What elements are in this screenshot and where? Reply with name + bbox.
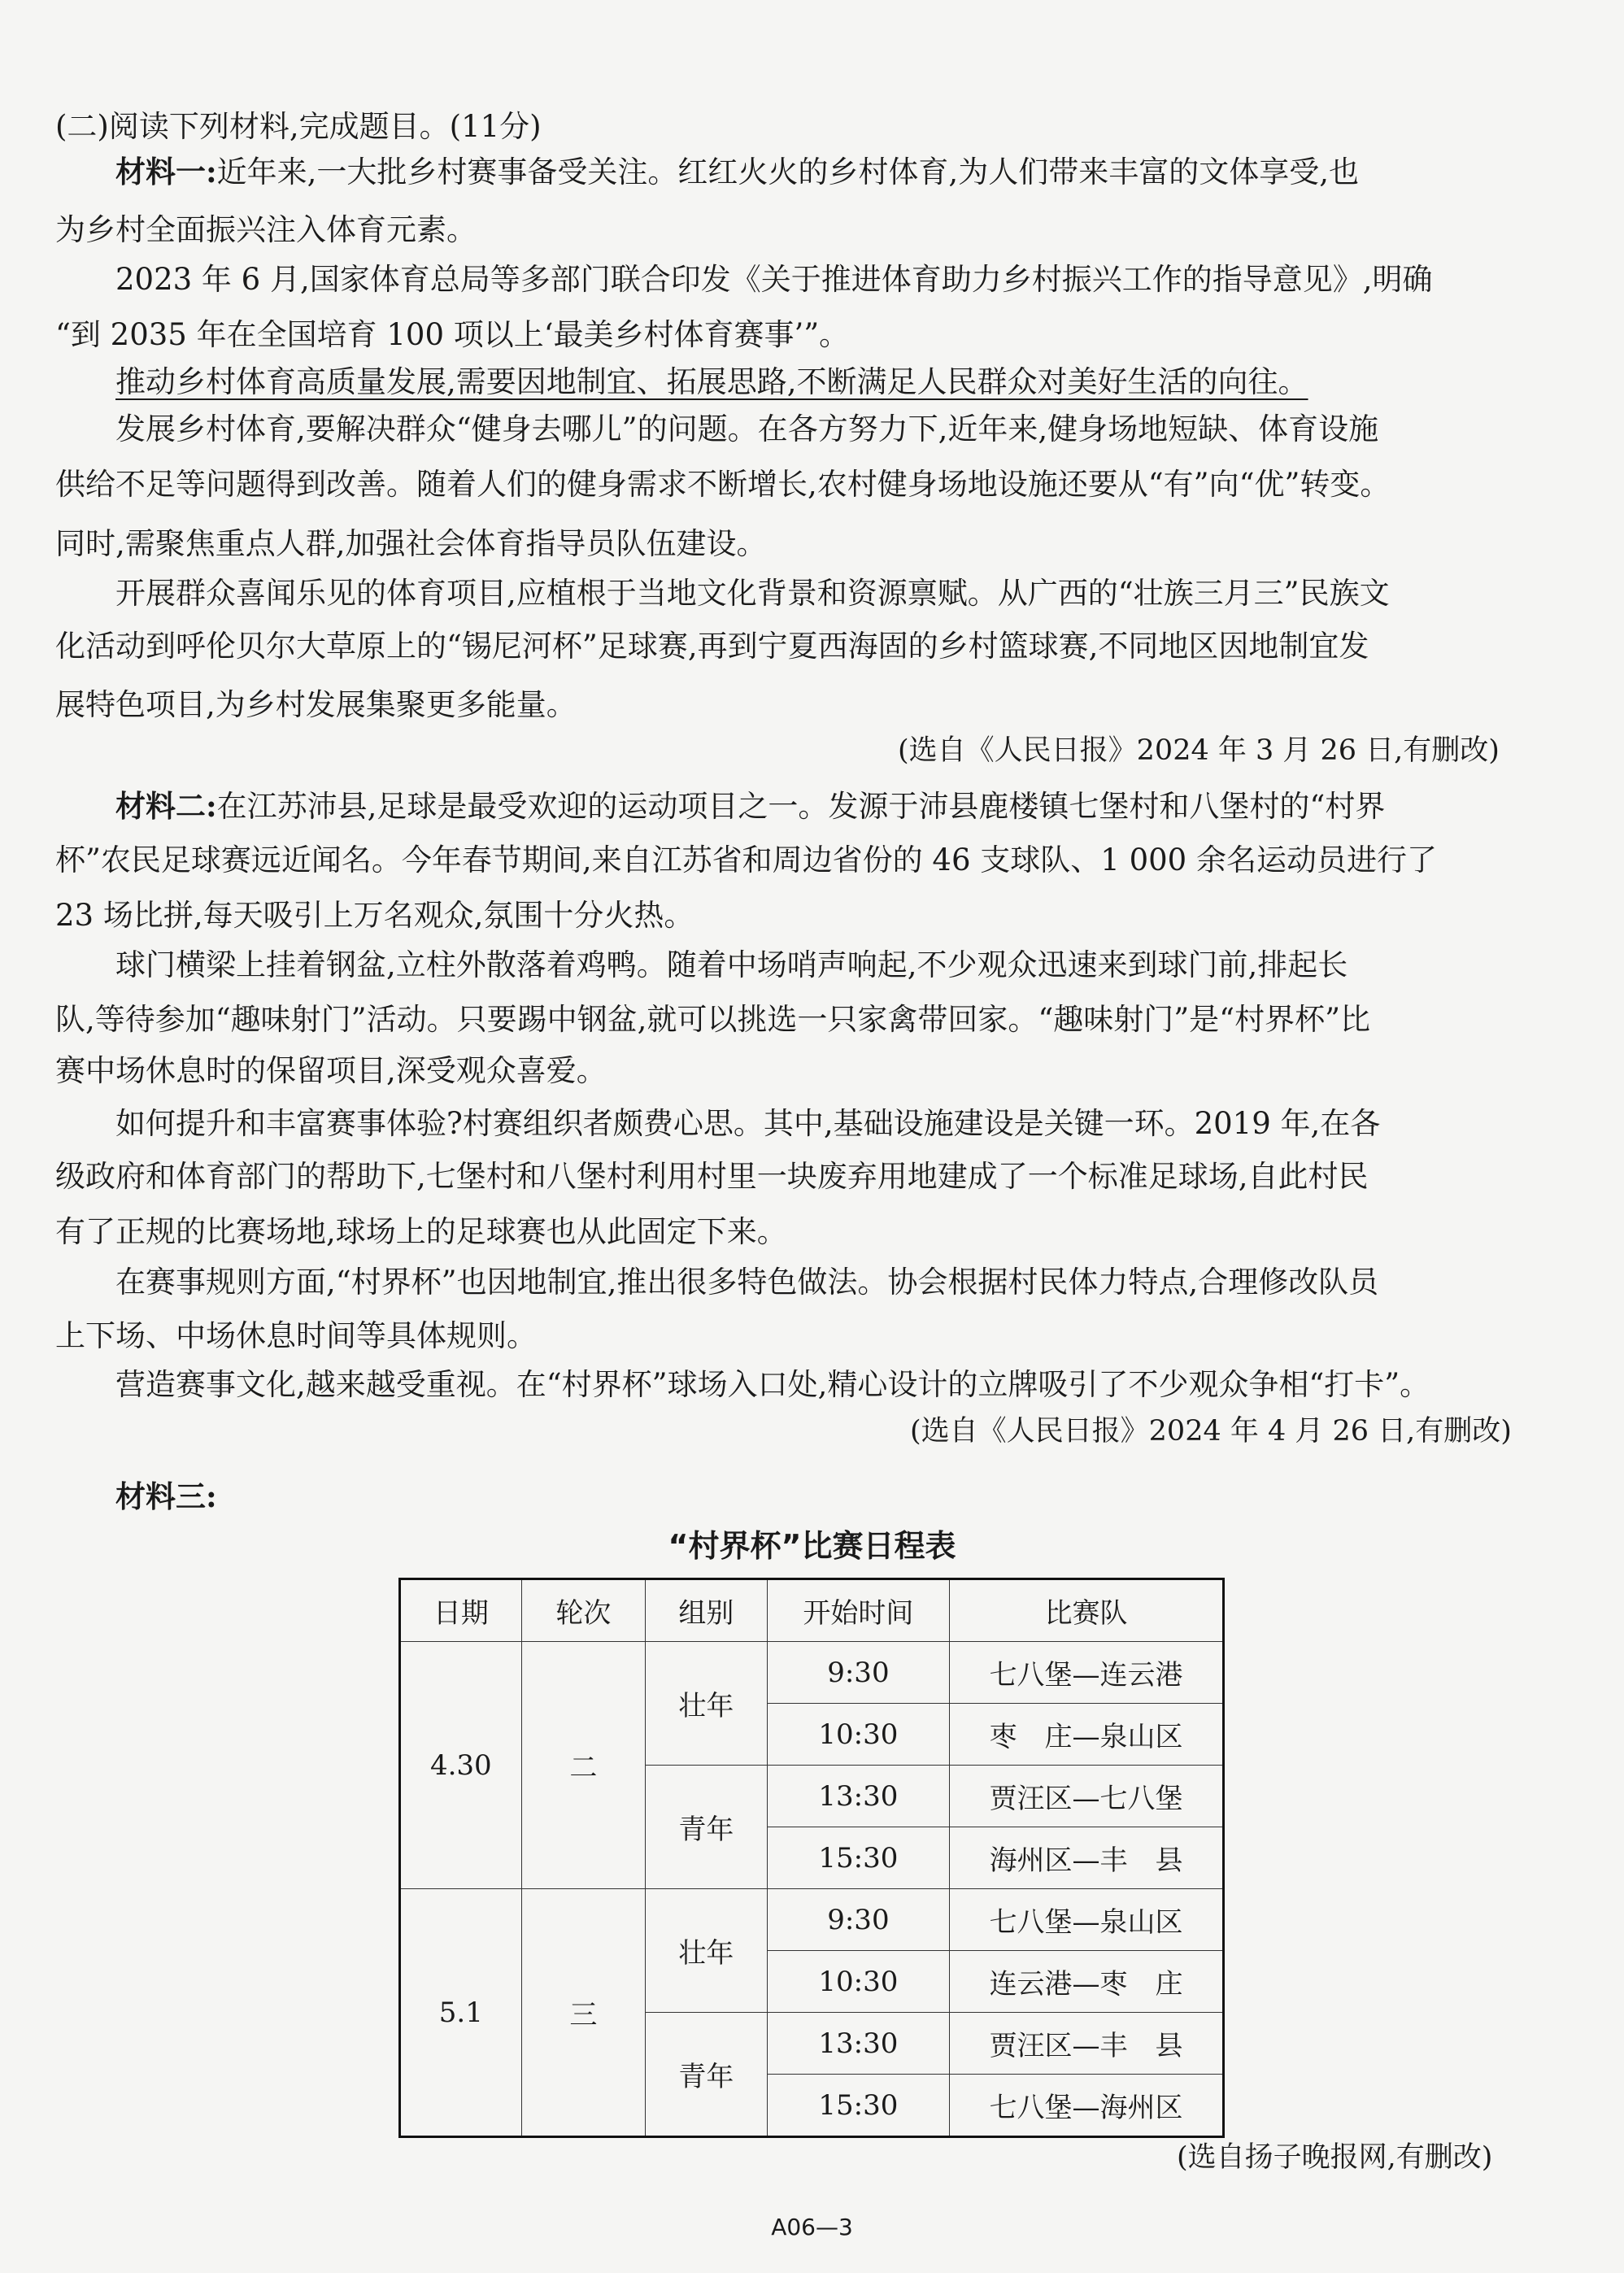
date-cell: 4.30: [400, 1642, 522, 1889]
time-cell: 15:30: [767, 2075, 949, 2137]
time-cell: 10:30: [767, 1951, 949, 2013]
material-one-label: 材料一:: [115, 154, 217, 189]
material-one-line-10: 化活动到呼伦贝尔大草原上的“锡尼河杯”足球赛,再到宁夏西海固的乡村篮球赛,不同地区因地制宜发: [55, 629, 1369, 664]
table-row: [400, 1889, 1224, 1951]
teams-cell: 七八堡—连云港: [950, 1642, 1224, 1704]
group-cell: 壮年: [646, 1889, 768, 2013]
material-two-source: (选自《人民日报》2024 年 4 月 26 日,有删改): [910, 1415, 1512, 1448]
time-cell: 9:30: [767, 1642, 949, 1704]
teams-cell: 七八堡—泉山区: [950, 1889, 1224, 1951]
time-cell: 13:30: [767, 1766, 949, 1827]
material-two-line-7: 如何提升和丰富赛事体验?村赛组织者颇费心思。其中,基础设施建设是关键一环。2019 年,在各: [115, 1106, 1381, 1141]
material-two-line-1: 材料二:在江苏沛县,足球是最受欢迎的运动项目之一。发源于沛县鹿楼镇七堡村和八堡村的“村界: [115, 788, 1386, 824]
teams-cell: 连云港—枣 庄: [950, 1951, 1224, 2013]
group-cell: 壮年: [646, 1642, 768, 1766]
teams-cell: 贾汪区—七八堡: [950, 1766, 1224, 1827]
material-one-line-6: 发展乡村体育,要解决群众“健身去哪儿”的问题。在各方努力下,近年来,健身场地短缺、体育设施: [115, 411, 1379, 446]
teams-cell: 海州区—丰 县: [950, 1827, 1224, 1889]
material-one-line-4: “到 2035 年在全国培育 100 项以上‘最美乡村体育赛事’”。: [55, 317, 850, 352]
material-two-line-2: 杯”农民足球赛远近闻名。今年春节期间,来自江苏省和周边省份的 46 支球队、1 000 余名运动员进行了: [55, 843, 1437, 877]
time-cell: 13:30: [767, 2013, 949, 2075]
round-cell: 二: [521, 1642, 645, 1889]
material-two-line-9: 有了正规的比赛场地,球场上的足球赛也从此固定下来。: [55, 1214, 787, 1249]
material-three-source: (选自扬子晚报网,有删改): [1177, 2141, 1493, 2174]
page-number: A06—3: [771, 2214, 853, 2240]
schedule-table: [398, 1578, 1225, 2138]
date-cell: 5.1: [400, 1889, 522, 2137]
time-cell: 15:30: [767, 1827, 949, 1889]
section-header: (二)阅读下列材料,完成题目。(11分): [55, 109, 542, 144]
round-cell: 三: [521, 1889, 645, 2137]
material-one-line-9: 开展群众喜闻乐见的体育项目,应植根于当地文化背景和资源禀赋。从广西的“壮族三月三”民族文: [115, 576, 1390, 611]
material-one-line-3: 2023 年 6 月,国家体育总局等多部门联合印发《关于推进体育助力乡村振兴工作的指导意见》,明确: [115, 262, 1433, 297]
material-two-line-3: 23 场比拼,每天吸引上万名观众,氛围十分火热。: [55, 898, 694, 933]
material-one-line-2: 为乡村全面振兴注入体育元素。: [55, 212, 477, 247]
material-two-line-6: 赛中场休息时的保留项目,深受观众喜爱。: [55, 1053, 607, 1088]
header-group: 组别: [646, 1579, 768, 1642]
teams-cell: 贾汪区—丰 县: [950, 2013, 1224, 2075]
material-three-label: 材料三:: [115, 1478, 217, 1514]
header-start-time: 开始时间: [767, 1579, 949, 1642]
header-round: 轮次: [521, 1579, 645, 1642]
schedule-table-title: “村界杯”比赛日程表: [668, 1528, 956, 1564]
table-row: [400, 1642, 1224, 1704]
material-two-line-11: 上下场、中场休息时间等具体规则。: [55, 1318, 537, 1353]
header-teams: 比赛队: [950, 1579, 1224, 1642]
material-one-line-8: 同时,需聚焦重点人群,加强社会体育指导员队伍建设。: [55, 526, 767, 561]
material-two-line-4: 球门横梁上挂着钢盆,立柱外散落着鸡鸭。随着中场哨声响起,不少观众迅速来到球门前,排起长: [115, 947, 1348, 982]
group-cell: 青年: [646, 2013, 768, 2137]
header-date: 日期: [400, 1579, 522, 1642]
material-two-label: 材料二:: [115, 788, 217, 824]
teams-cell: 七八堡—海州区: [950, 2075, 1224, 2137]
material-two-line-12: 营造赛事文化,越来越受重视。在“村界杯”球场入口处,精心设计的立牌吸引了不少观众争相“打卡”。: [115, 1367, 1430, 1402]
material-one-source: (选自《人民日报》2024 年 3 月 26 日,有删改): [898, 734, 1500, 767]
material-two-line-8: 级政府和体育部门的帮助下,七堡村和八堡村利用村里一块废弃用地建成了一个标准足球场,自此村民: [55, 1159, 1369, 1194]
teams-cell: 枣 庄—泉山区: [950, 1704, 1224, 1766]
material-two-line-10: 在赛事规则方面,“村界杯”也因地制宜,推出很多特色做法。协会根据村民体力特点,合理修改队员: [115, 1265, 1379, 1300]
material-one-line-11: 展特色项目,为乡村发展集聚更多能量。: [55, 687, 577, 722]
material-two-line-5: 队,等待参加“趣味射门”活动。只要踢中钢盆,就可以挑选一只家禽带回家。“趣味射门”是“村界杯”比: [55, 1002, 1371, 1037]
time-cell: 9:30: [767, 1889, 949, 1951]
material-one-underlined-sentence: 推动乡村体育高质量发展,需要因地制宜、拓展思路,不断满足人民群众对美好生活的向往。: [115, 364, 1308, 399]
time-cell: 10:30: [767, 1704, 949, 1766]
material-one-line-7: 供给不足等问题得到改善。随着人们的健身需求不断增长,农村健身场地设施还要从“有”向“优”转变。: [55, 467, 1391, 502]
group-cell: 青年: [646, 1766, 768, 1889]
table-header-row: [400, 1579, 1224, 1642]
material-one-line-1: 材料一:近年来,一大批乡村赛事备受关注。红红火火的乡村体育,为人们带来丰富的文体享受,也: [115, 154, 1359, 189]
